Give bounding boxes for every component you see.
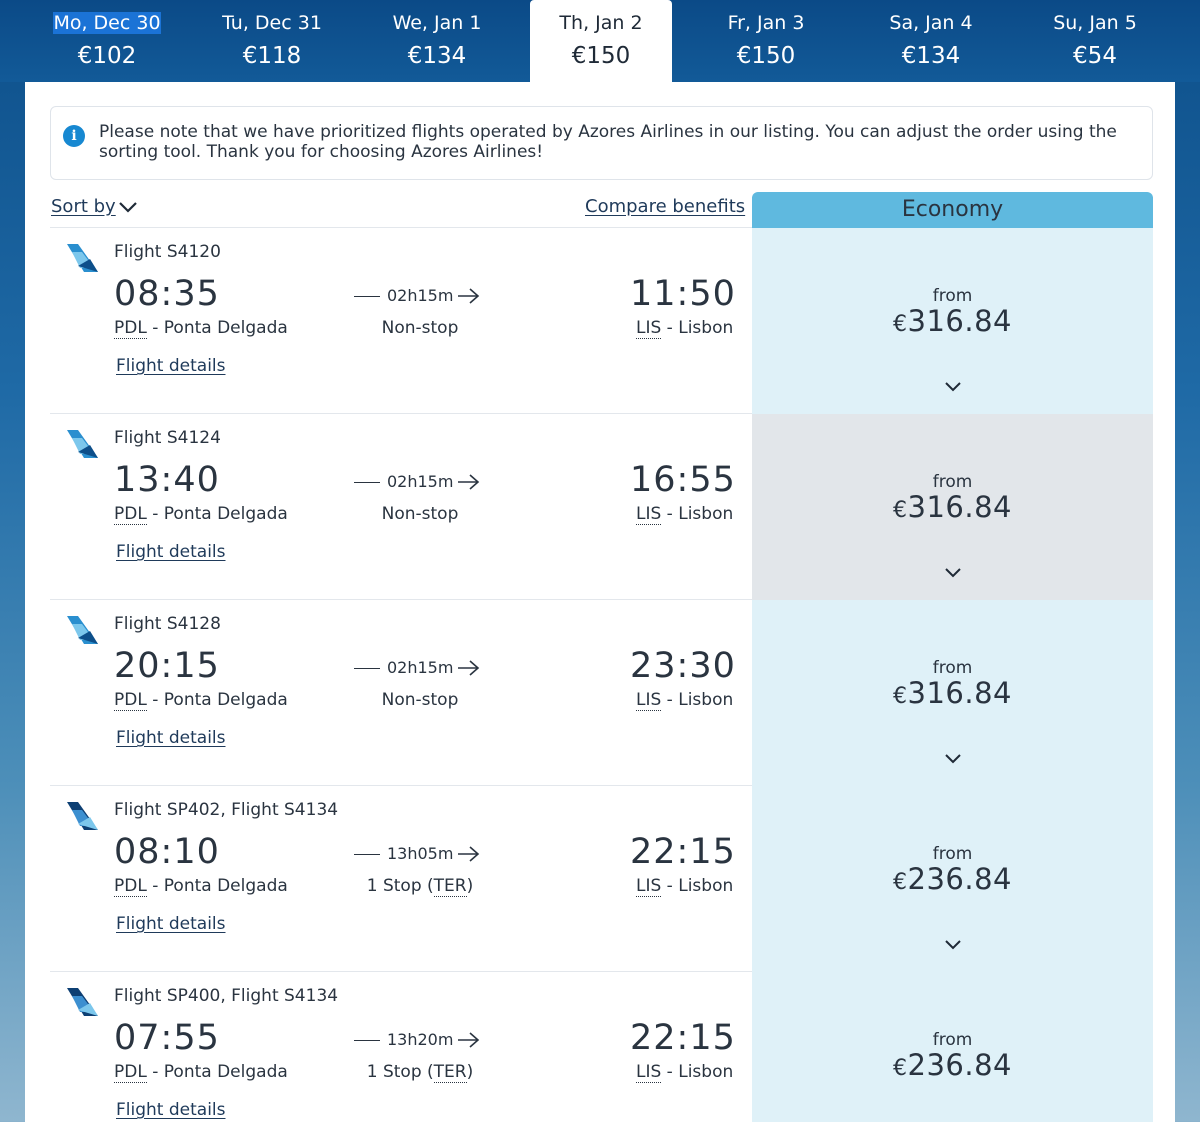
info-icon: i (63, 125, 85, 147)
arrow-right-icon (456, 286, 482, 306)
flight-row (50, 600, 1153, 786)
date-tab-price: €150 (736, 43, 796, 69)
departure-airport: PDL - Ponta Delgada (114, 504, 288, 524)
flight-row (50, 972, 1153, 1122)
duration-indicator (350, 470, 490, 494)
stops-label: Non-stop (381, 690, 459, 710)
stop-airport-code[interactable]: TER (433, 1062, 467, 1082)
arrow-right-icon (456, 472, 482, 492)
currency-symbol: € (893, 684, 908, 709)
departure-city: Ponta Delgada (163, 318, 288, 338)
price-amount: 236.84 (907, 1048, 1012, 1082)
stops-label: Non-stop (381, 504, 459, 524)
duration-line (354, 296, 380, 297)
departure-time: 08:10 (114, 832, 220, 872)
date-selector-bar (0, 0, 1200, 82)
currency-symbol: € (893, 870, 908, 895)
price-amount: 316.84 (907, 676, 1012, 710)
departure-airport: PDL - Ponta Delgada (114, 1062, 288, 1082)
duration-line (354, 1040, 380, 1041)
duration-line (354, 668, 380, 669)
compare-benefits-link[interactable]: Compare benefits (585, 196, 746, 217)
price-value (752, 304, 1153, 338)
economy-price-cell[interactable] (752, 414, 1153, 600)
arrival-code[interactable]: LIS (636, 318, 662, 338)
economy-price-cell[interactable] (752, 786, 1153, 972)
departure-code[interactable]: PDL (114, 1062, 147, 1082)
stops-info: 1 Stop (TER) (366, 1062, 474, 1082)
sort-by-button[interactable]: Sort by (51, 196, 116, 217)
date-tab-jan-4[interactable] (860, 0, 1002, 82)
arrival-time: 16:55 (630, 460, 736, 500)
notice-text: Please note that we have prioritized flights operated by Azores Airlines in our listing. You can adjust the order using the sorting tool. Thank you for choosing Azores Airlines! (99, 122, 1117, 162)
date-tab-price: €134 (407, 43, 467, 69)
price-amount: 236.84 (907, 862, 1012, 896)
date-tab-dec-30[interactable] (36, 0, 178, 82)
date-tab-dec-31[interactable] (201, 0, 343, 82)
chevron-down-icon[interactable] (943, 380, 963, 394)
price-value (752, 676, 1153, 710)
flight-details-link[interactable]: Flight details (116, 542, 226, 562)
chevron-down-icon[interactable] (943, 752, 963, 766)
stops-label: Non-stop (381, 318, 459, 338)
stops-info (340, 690, 500, 710)
date-tab-jan-3[interactable] (695, 0, 837, 82)
departure-time: 20:15 (114, 646, 220, 686)
currency-symbol: € (893, 312, 908, 337)
departure-city: Ponta Delgada (163, 504, 288, 524)
flight-details-link[interactable]: Flight details (116, 1100, 226, 1120)
departure-time: 07:55 (114, 1018, 220, 1058)
duration-indicator (350, 284, 490, 308)
arrival-city: Lisbon (678, 504, 734, 524)
date-tab-label: Sa, Jan 4 (889, 12, 973, 34)
departure-airport: PDL - Ponta Delgada (114, 690, 288, 710)
date-tab-label: Th, Jan 2 (559, 12, 643, 34)
price-value (752, 1048, 1153, 1082)
azores-airlines-logo-icon (64, 242, 104, 276)
price-amount: 316.84 (907, 304, 1012, 338)
departure-city: Ponta Delgada (163, 690, 288, 710)
date-tab-price: €150 (571, 43, 631, 69)
departure-city: Ponta Delgada (163, 1062, 288, 1082)
arrival-airport: LIS - Lisbon (636, 876, 734, 896)
stops-info (340, 504, 500, 524)
chevron-down-icon[interactable] (943, 566, 963, 580)
departure-time: 13:40 (114, 460, 220, 500)
flight-details-link[interactable]: Flight details (116, 356, 226, 376)
arrow-right-icon (456, 1030, 482, 1050)
sata-air-acores-logo-icon (64, 800, 104, 834)
stops-info: 1 Stop (TER) (366, 876, 474, 896)
flight-number: Flight S4120 (114, 242, 221, 262)
flight-duration: 02h15m (387, 658, 454, 677)
date-tab-price: €118 (242, 43, 302, 69)
azores-airlines-logo-icon (64, 614, 104, 648)
flight-row (50, 786, 1153, 972)
price-value (752, 862, 1153, 896)
departure-code[interactable]: PDL (114, 690, 147, 710)
arrival-code[interactable]: LIS (636, 876, 662, 896)
economy-cabin-header[interactable]: Economy (752, 192, 1153, 228)
arrow-right-icon (456, 658, 482, 678)
sata-air-acores-logo-icon (64, 986, 104, 1020)
duration-indicator (350, 656, 490, 680)
stop-airport-code[interactable]: TER (433, 876, 467, 896)
arrow-right-icon (456, 844, 482, 864)
date-tab-label: Mo, Dec 30 (53, 12, 161, 34)
arrival-city: Lisbon (678, 318, 734, 338)
chevron-down-icon[interactable] (117, 199, 139, 215)
flight-number: Flight SP402, Flight S4134 (114, 800, 339, 820)
arrival-code[interactable]: LIS (636, 690, 662, 710)
date-tab-price: €134 (901, 43, 961, 69)
flight-details-link[interactable]: Flight details (116, 728, 226, 748)
arrival-time: 23:30 (630, 646, 736, 686)
departure-code[interactable]: PDL (114, 876, 147, 896)
flight-duration: 02h15m (387, 472, 454, 491)
arrival-airport: LIS - Lisbon (636, 318, 734, 338)
arrival-code[interactable]: LIS (636, 504, 662, 524)
duration-indicator (350, 1028, 490, 1052)
date-tab-price: €54 (1073, 43, 1117, 69)
arrival-airport: LIS - Lisbon (636, 690, 734, 710)
flight-duration: 02h15m (387, 286, 454, 305)
date-tab-jan-1[interactable] (366, 0, 508, 82)
duration-line (354, 854, 380, 855)
departure-code[interactable]: PDL (114, 504, 147, 524)
date-tab-jan-2[interactable] (530, 0, 672, 82)
arrival-city: Lisbon (678, 690, 734, 710)
flight-row (50, 414, 1153, 600)
date-tab-label: Tu, Dec 31 (222, 12, 322, 34)
arrival-city: Lisbon (678, 1062, 734, 1082)
flight-results-panel (25, 82, 1175, 1122)
stops-label: 1 Stop (366, 1062, 422, 1082)
duration-indicator (350, 842, 490, 866)
flight-duration: 13h05m (387, 844, 454, 863)
arrival-time: 22:15 (630, 1018, 736, 1058)
date-tab-price: €102 (77, 43, 137, 69)
azores-airlines-logo-icon (64, 428, 104, 462)
flight-row (50, 228, 1153, 414)
economy-price-cell[interactable] (752, 600, 1153, 786)
price-amount: 316.84 (907, 490, 1012, 524)
departure-airport: PDL - Ponta Delgada (114, 876, 288, 896)
arrival-city: Lisbon (678, 876, 734, 896)
date-tab-label: Su, Jan 5 (1053, 12, 1137, 34)
flight-number: Flight S4128 (114, 614, 221, 634)
date-tab-jan-5[interactable] (1024, 0, 1166, 82)
currency-symbol: € (893, 1056, 908, 1081)
stops-info (340, 318, 500, 338)
price-from-label: from (932, 658, 973, 678)
info-notice (50, 106, 1153, 180)
price-from-label: from (932, 472, 973, 492)
flight-details-link[interactable]: Flight details (116, 914, 226, 934)
departure-city: Ponta Delgada (163, 876, 288, 896)
currency-symbol: € (893, 498, 908, 523)
flight-number: Flight S4124 (114, 428, 221, 448)
arrival-airport: LIS - Lisbon (636, 1062, 734, 1082)
price-from-label: from (932, 844, 973, 864)
arrival-time: 11:50 (630, 274, 736, 314)
date-tab-label: Fr, Jan 3 (727, 12, 805, 34)
stops-label: 1 Stop (366, 876, 422, 896)
price-from-label: from (932, 286, 973, 306)
arrival-code[interactable]: LIS (636, 1062, 662, 1082)
chevron-down-icon[interactable] (943, 938, 963, 952)
arrival-airport: LIS - Lisbon (636, 504, 734, 524)
arrival-time: 22:15 (630, 832, 736, 872)
departure-airport: PDL - Ponta Delgada (114, 318, 288, 338)
economy-price-cell[interactable] (752, 972, 1153, 1122)
departure-time: 08:35 (114, 274, 220, 314)
duration-line (354, 482, 380, 483)
departure-code[interactable]: PDL (114, 318, 147, 338)
flight-duration: 13h20m (387, 1030, 454, 1049)
price-from-label: from (932, 1030, 973, 1050)
price-value (752, 490, 1153, 524)
economy-price-cell[interactable] (752, 228, 1153, 414)
date-tab-label: We, Jan 1 (392, 12, 482, 34)
flight-number: Flight SP400, Flight S4134 (114, 986, 339, 1006)
